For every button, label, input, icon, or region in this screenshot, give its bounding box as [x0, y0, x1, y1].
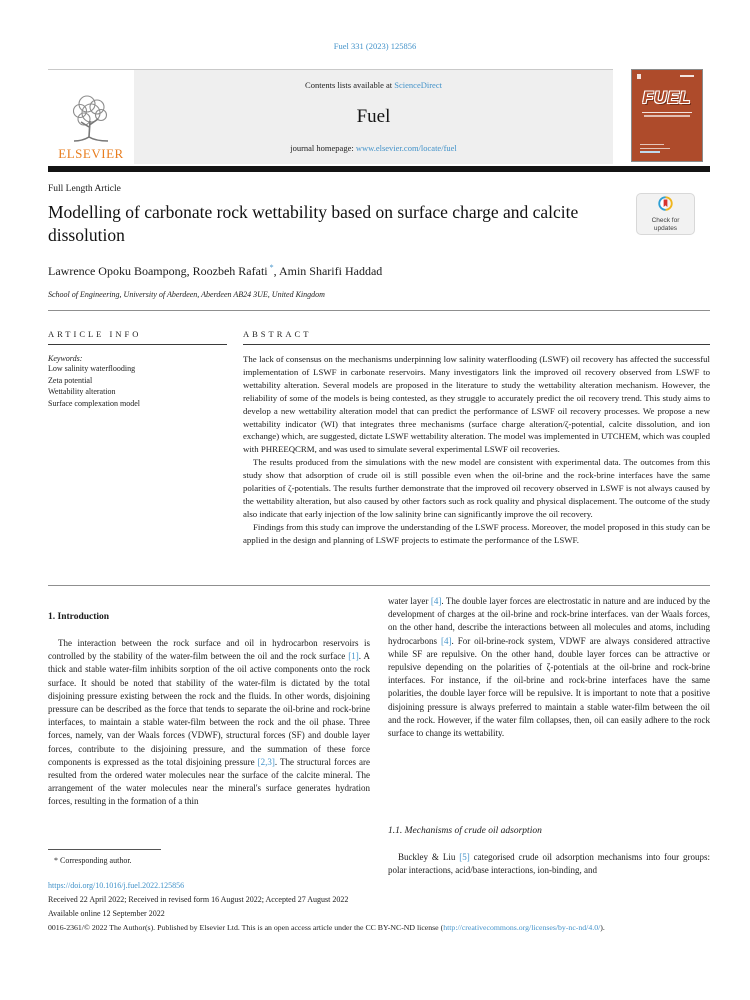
elsevier-tree-icon	[66, 91, 116, 145]
keyword-item: Zeta potential	[48, 375, 93, 385]
author-list	[48, 263, 382, 279]
license-link[interactable]: http://creativecommons.org/licenses/by-nc-nd/4.0/	[443, 923, 601, 932]
cover-footer-bar-1	[640, 144, 664, 146]
author-separator: ,	[186, 264, 193, 278]
subsection-heading: 1.1. Mechanisms of crude oil adsorption	[388, 826, 542, 836]
check-updates-label-line2: updates	[653, 225, 678, 232]
journal-title: Fuel	[356, 105, 391, 127]
contents-lists-text: Contents lists available at	[305, 80, 395, 90]
corresponding-author-footnote: * Corresponding author.	[54, 856, 132, 865]
article-footer	[48, 879, 712, 934]
doi-link[interactable]: https://doi.org/10.1016/j.fuel.2022.125856	[48, 881, 185, 890]
corresponding-author-marker[interactable]: *	[267, 263, 274, 272]
journal-citation-link[interactable]: Fuel 331 (2023) 125856	[333, 41, 417, 51]
reference-link[interactable]: [4]	[430, 596, 442, 606]
keywords-list	[48, 363, 227, 409]
article-title: Modelling of carbonate rock wettability based on surface charge and calcite dissolution	[48, 202, 579, 245]
text-segment: Buckley & Liu	[398, 852, 460, 862]
article-info-section	[48, 329, 227, 409]
abstract-paragraph: Findings from this study can improve the understanding of the LSWF process. Moreover, the model proposed in this study can be applied in the design and planning of LSWF projects to estimate the performance of the LSWF.	[243, 521, 710, 545]
text-segment: categorised crude oil adsorption mechanisms into four groups: polar interactions, acid/base interactions, ion-binding, and	[388, 852, 710, 876]
reference-link[interactable]: [4]	[440, 635, 452, 646]
text-segment: The interaction between the rock surface and oil in hydrocarbon reservoirs is controlled by the stability of the water-film between the oil and the rock surface	[48, 638, 370, 662]
abstract-paragraph: The results produced from the simulations with the new model are consistent with experimental data. The outcomes from this study show that adsorption of crude oil is still possible even when the oil-brine and the rock-brine interfaces have the same polarities of ζ-potentials. The results further demonstrate that the improved oil recovery observed in LSWF is not always caused by the wettability alteration, but also caused by other factors such as rock quality and physical displacement. The outcome of the study also indicate that early injection of the low salinity brine can significantly improve the oil recovery.	[243, 457, 710, 519]
keywords-label: Keywords:	[48, 354, 83, 363]
footnote-rule	[48, 849, 161, 850]
reference-link[interactable]: [2,3]	[257, 756, 275, 767]
keyword-item: Wettability alteration	[48, 387, 116, 396]
abstract-paragraph: The lack of consensus on the mechanisms underpinning low salinity waterflooding (LSWF) oil recovery has affected the successful implementation of LSWF in carbonate reservoirs. Many investigators link the improved oil recovery observed from LSWF to wettability alteration. Several models are proposed in the literature to study the wettability alteration mechanism. However, the reliability of some of the models is being contested, as they struggle to accurately predict the oil recovery trend. This study aims to develop a new wettability alteration model that can predict the performance of LSWF oil recovery processes. We propose a new wettability indicator (WI) that integrates three mechanisms (surface charge alteration/ζ-potential, calcite dissolution, and ion exchange) which, are suggested, dictate LSWF wettability alteration. The model was implemented in UTCHEM, which was coupled with PHREEQCRM, and was used to simulate several experimental LSWF oil recoveries.	[243, 354, 710, 455]
abstract-bottom-rule	[48, 585, 710, 586]
elsevier-logo	[48, 70, 134, 164]
text-segment: . For oil-brine-rock system, VDWF are always considered attractive while SF are repulsive. On the other hand, double layer forces can be attractive or repulsive depending on the polarities of ζ-potentials at the oil-brine and rock-brine interfaces. For instance, if the oil-brine and rock-brine interfaces have the same polarities, the double layer force will be repulsive. It is important to note that a positive disjoining pressure is always preferred to maintain a stable water-film between the oil and the rock. However, if the water film collapses, then, oil can easily adhere to the rock surface to change its wettability.	[388, 635, 710, 739]
text-segment: . The double layer forces are electrostatic in nature and are induced by the development of charges at the oil-brine and rock-brine interfaces. van der Waals forces, on the other hand, describe the interactions between all molecules and atoms, including hydrocarbons	[388, 596, 710, 646]
intro-paragraph-left-column	[48, 637, 370, 809]
check-updates-label-line1: Check for	[651, 217, 680, 224]
sciencedirect-link[interactable]: ScienceDirect	[394, 80, 442, 90]
intro-paragraph-right-column	[388, 595, 710, 740]
article-info-heading: ARTICLE INFO	[48, 329, 227, 345]
author-separator: ,	[273, 264, 279, 278]
reference-link[interactable]: [5]	[459, 852, 470, 862]
check-updates-icon	[658, 196, 673, 216]
author-name: Lawrence Opoku Boampong	[48, 264, 187, 278]
text-segment: . A thick and stable water-film inhibits sorption of the oil active components onto the rock surface. It should be noted that stability of the water-film is dictated by the total disjoining pressure existing between the rock and the fluids. In other words, disjoining pressure can be described as the force that tends to separate the oil-brine and rock-brine interfaces, to maintain a stable water-film between the rock and the oil phase. Three forces, namely, van der Waals forces (VDWF), structural forces (SF) and double layer forces, contribute to the disjoining pressure, and the summation of these force components is expressed as the total disjoining pressure	[48, 651, 370, 767]
cover-top-left-mark	[637, 74, 641, 79]
abstract-body	[243, 353, 710, 547]
cover-fuel-wordmark: FUEL	[642, 88, 692, 107]
cover-rule	[642, 112, 692, 113]
check-for-updates-badge[interactable]	[636, 193, 695, 235]
journal-cover-thumbnail	[631, 69, 703, 162]
subsection-paragraph	[388, 851, 710, 877]
keyword-item: Low salinity waterflooding	[48, 364, 136, 373]
copyright-line	[48, 921, 712, 934]
copyright-text: 0016-2361/© 2022 The Author(s). Published by Elsevier Ltd. This is an open access article under the CC BY-NC-ND license (	[48, 923, 444, 932]
banner-gray-box	[134, 70, 613, 164]
text-segment: . The structural forces are resulted from the ordered water molecules near the surface of the calcite mineral. The arrangement of the water molecules near the mineral's surface generates hydration forces, resulting in the formation of a thin	[48, 756, 370, 807]
cover-volume-text-bar	[680, 75, 694, 77]
author-name: Amin Sharifi Haddad	[278, 264, 383, 278]
abstract-section	[243, 329, 710, 547]
cover-subtitle-bar	[644, 115, 690, 117]
text-segment: water layer	[388, 596, 431, 606]
section-heading-introduction: 1. Introduction	[48, 612, 110, 622]
header-rule	[48, 310, 710, 311]
homepage-line	[290, 143, 457, 153]
available-online-line: Available online 12 September 2022	[48, 909, 165, 918]
received-dates-line: Received 22 April 2022; Received in revised form 16 August 2022; Accepted 27 August 2022	[48, 895, 349, 904]
cover-footer-bar-2	[640, 148, 670, 150]
copyright-suffix: ).	[600, 923, 605, 932]
article-type-label: Full Length Article	[48, 184, 121, 194]
reference-link[interactable]: [1]	[348, 651, 359, 662]
elsevier-wordmark: ELSEVIER	[58, 146, 124, 161]
cover-sciencedirect-bar	[640, 151, 660, 153]
header-divider-bar	[48, 166, 710, 172]
homepage-prefix-text: journal homepage:	[290, 143, 356, 153]
contents-lists-line	[305, 80, 442, 90]
affiliation: School of Engineering, University of Aberdeen, Aberdeen AB24 3UE, United Kingdom	[48, 290, 325, 299]
journal-header-banner	[48, 69, 613, 164]
journal-homepage-link[interactable]: www.elsevier.com/locate/fuel	[355, 143, 457, 153]
author-name: Roozbeh Rafati	[192, 264, 268, 278]
keyword-item: Surface complexation model	[48, 398, 140, 408]
abstract-heading: ABSTRACT	[243, 329, 710, 345]
